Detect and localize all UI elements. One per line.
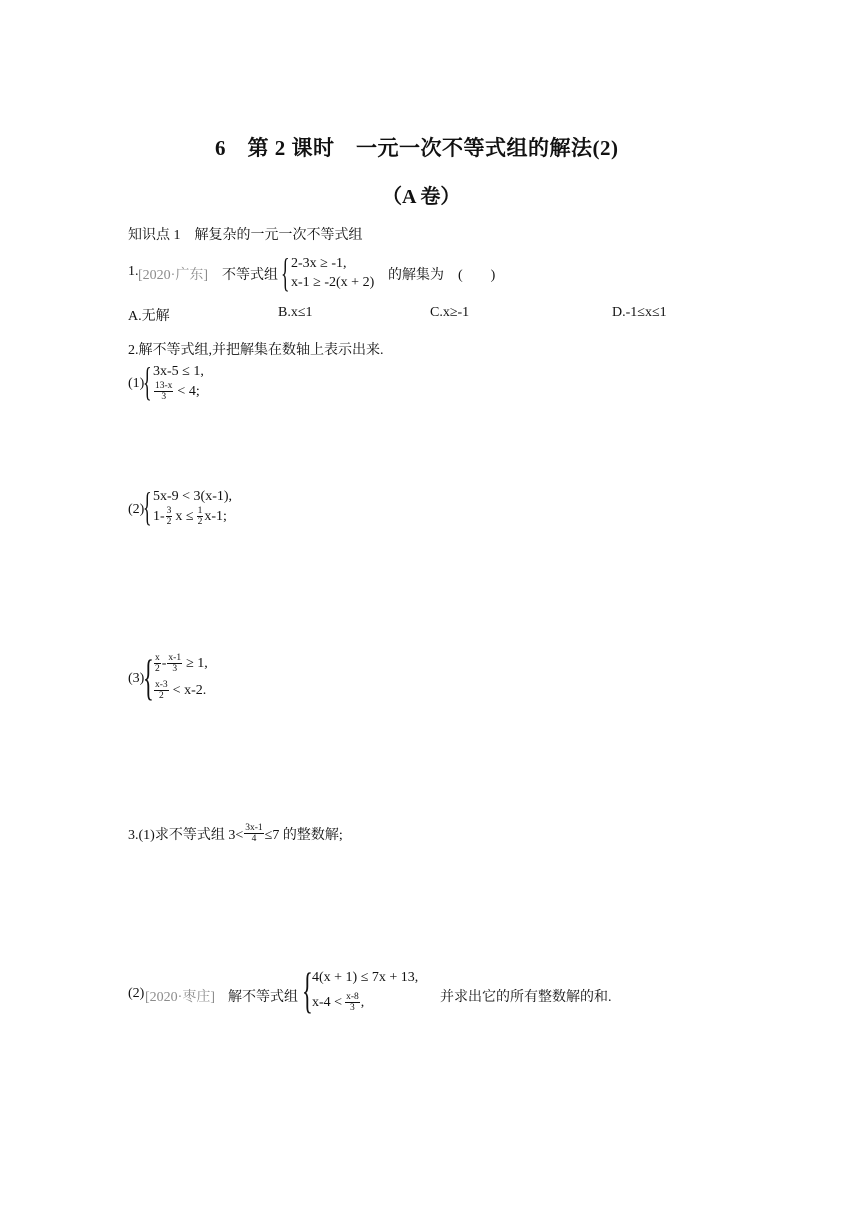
q2-part3-line1 [153, 650, 208, 677]
q2-part3-fraction1 [154, 653, 161, 674]
q2-part3-label: (3) [128, 671, 145, 686]
q2-part3-minus: - [161, 656, 167, 671]
q2-part3-f2-den: 3 [172, 664, 178, 674]
q2-part3-f1-den: 2 [155, 664, 160, 674]
q1-inequality-system [281, 250, 375, 295]
q2-intro: 2.解不等式组,并把解集在数轴上表示出来. [128, 343, 384, 358]
q2-part1-fraction [154, 381, 173, 402]
q2-part1-frac-num: 13-x [155, 381, 173, 391]
q3-part1-frac-den: 4 [251, 834, 257, 844]
knowledge-point-heading: 知识点 1 解复杂的一元一次不等式组 [128, 228, 363, 243]
q2-part2-f2-num: 1 [197, 506, 203, 516]
q2-part2-line1: 5x-9 < 3(x-1), [153, 489, 233, 504]
q2-part2-post: x-1; [204, 509, 227, 524]
page-subtitle: （A 卷） [382, 186, 461, 208]
q2-part1-line2-rest: < 4; [177, 384, 200, 399]
q2-part1-frac-den: 3 [161, 392, 167, 402]
q2-part2-brace: { [143, 484, 152, 529]
q2-part2-line2 [153, 506, 232, 527]
q2-part3-line2 [153, 677, 208, 704]
q3-part1-post: ≤7 的整数解; [264, 827, 343, 843]
q2-part2-system [143, 484, 233, 529]
q3-part2-fraction [345, 992, 360, 1013]
q2-part1-system [143, 359, 204, 404]
q2-part3-brace: { [143, 649, 154, 705]
q2-part3-fraction2 [167, 653, 182, 674]
q2-part3-line1-rest: ≥ 1, [186, 656, 208, 671]
page-title: 6 第 2 课时 一元一次不等式组的解法(2) [215, 136, 619, 160]
q1-option-b: B.x≤1 [278, 305, 313, 320]
q3-part1-frac-num: 3x-1 [245, 823, 263, 833]
q1-option-d: D.-1≤x≤1 [612, 305, 667, 320]
q3-part1-fraction [244, 823, 263, 844]
q1-line1: 2-3x ≥ -1, [291, 256, 347, 271]
q2-part2-f1-den: 2 [166, 517, 172, 527]
q2-part2-fraction1 [166, 506, 173, 527]
q2-part2-pre: 1- [153, 509, 165, 524]
q2-part2-mid: x ≤ [175, 509, 194, 524]
q1-number: 1. [128, 264, 139, 279]
q2-part3-f2-num: x-1 [168, 653, 182, 663]
q2-part1-label: (1) [128, 376, 145, 391]
q1-option-a: A.无解 [128, 309, 170, 324]
q1-text-before: 不等式组 [222, 268, 278, 283]
q2-part3-line2-rest: < x-2. [172, 683, 207, 698]
q2-part2-f1-num: 3 [166, 506, 172, 516]
q3-part2-source: [2020·枣庄] [145, 990, 215, 1005]
q3-part2-text-after: 并求出它的所有整数解的和. [440, 990, 612, 1005]
q1-text-after: 的解集为 ( ) [388, 268, 496, 283]
q3-part1-pre: 3.(1)求不等式组 3< [128, 827, 244, 843]
q2-part3-system [143, 650, 208, 704]
q2-part3-f3-den: 2 [158, 691, 164, 701]
q2-part3-f3-num: x-3 [155, 680, 168, 690]
q1-source: [2020·广东] [138, 268, 208, 283]
q3-part2-text-before: 解不等式组 [228, 990, 298, 1005]
q2-part2-f2-den: 2 [197, 517, 203, 527]
q3-part2-frac-den: 3 [350, 1003, 355, 1013]
q2-part1-line1: 3x-5 ≤ 1, [153, 364, 204, 379]
q3-part2-label: (2) [128, 986, 145, 1001]
q3-part2-system [302, 962, 419, 1018]
q3-part2-frac-num: x-8 [346, 992, 359, 1002]
q1-line2: x-1 ≥ -2(x + 2) [291, 275, 375, 290]
q2-part1-line2 [153, 381, 204, 402]
q2-part3-f1-num: x [155, 653, 160, 663]
q2-part1-brace: { [143, 359, 152, 404]
q3-part2-brace: { [302, 962, 313, 1018]
q2-part2-label: (2) [128, 502, 145, 517]
q2-part3-fraction3 [154, 680, 169, 701]
q1-option-c: C.x≥-1 [430, 305, 470, 320]
q3-part2-line2-post: , [360, 995, 365, 1010]
q3-part2-line2-pre: x-4 < [312, 995, 343, 1010]
q3-part2-line1: 4(x + 1) ≤ 7x + 13, [312, 970, 419, 985]
q3-part1 [128, 823, 343, 844]
q2-part2-fraction2 [197, 506, 204, 527]
q1-brace: { [281, 250, 290, 295]
q3-part2-line2 [312, 990, 418, 1015]
